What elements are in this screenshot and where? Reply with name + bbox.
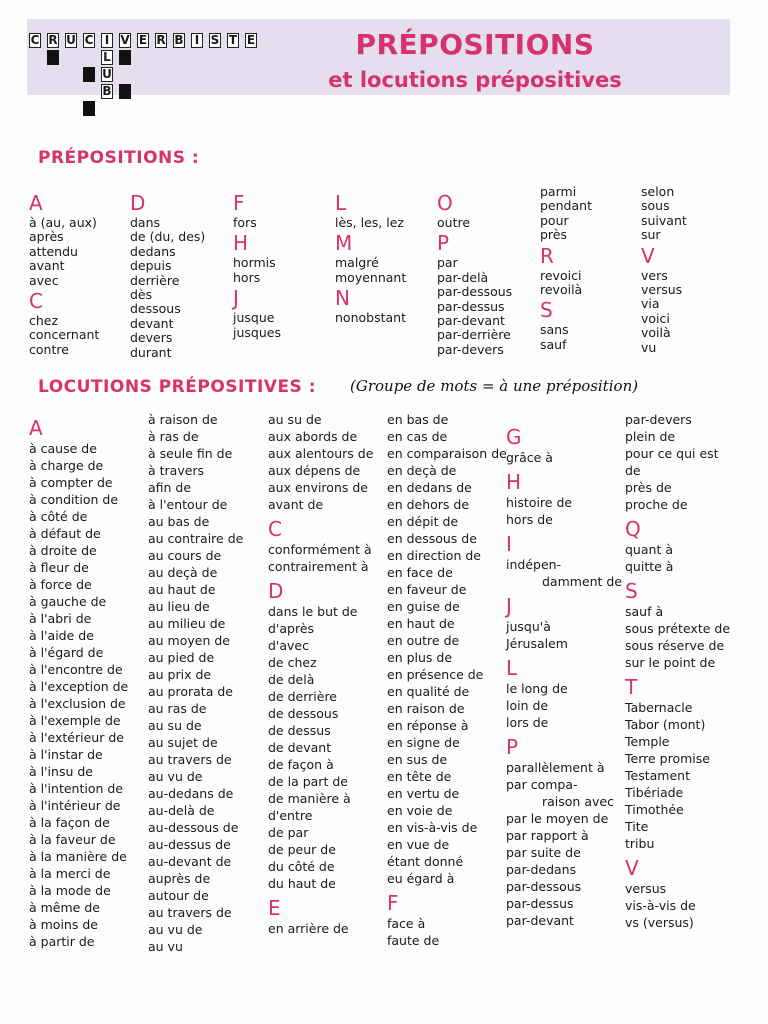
preposition-column [437, 190, 512, 357]
logo-letter-cell: U [66, 33, 76, 47]
preposition-word: pendant [540, 198, 592, 214]
logo-letter-cell: T [228, 33, 238, 47]
preposition-word: voilà [641, 325, 671, 341]
locution-phrase: en dessous de [387, 531, 477, 546]
letter-heading: L [335, 191, 347, 215]
logo-letter-cell: B [174, 33, 184, 47]
letter-heading: S [625, 579, 638, 603]
locution-phrase: au cours de [148, 548, 222, 563]
logo-letter-cell: S [210, 33, 220, 47]
locution-phrase: en faveur de [387, 582, 467, 597]
preposition-word: de (du, des) [130, 229, 206, 245]
locution-phrase: au vu [148, 939, 183, 954]
locution-phrase: au-dessous de [148, 820, 239, 835]
logo-letter-cell: R [48, 33, 58, 47]
locution-column [387, 411, 507, 949]
preposition-word: jusque [233, 310, 275, 326]
locution-phrase: quant à [625, 542, 673, 557]
locution-phrase: avant de [268, 497, 324, 512]
preposition-word: nonobstant [335, 310, 406, 326]
locution-phrase: aux dépens de [268, 463, 361, 478]
logo-letter-cell: V [120, 33, 130, 47]
locution-phrase: à cause de [29, 441, 97, 456]
locution-phrase: de dessous [268, 706, 339, 721]
locution-phrase: quitte à [625, 559, 674, 574]
locution-phrase: à la faveur de [29, 832, 116, 847]
letter-heading: D [268, 579, 284, 603]
locution-phrase: par compa- [506, 777, 578, 792]
locution-phrase: en plus de [387, 650, 453, 665]
preposition-word: chez [29, 313, 59, 329]
letter-heading: C [29, 289, 43, 314]
preposition-word: jusques [233, 324, 281, 340]
locution-phrase: de chez [268, 655, 317, 670]
locution-phrase: à l'égard de [29, 645, 104, 660]
locution-phrase: au su de [148, 718, 202, 733]
letter-heading: J [233, 286, 239, 311]
locution-phrase: à l'entour de [148, 497, 228, 512]
preposition-word: malgré [335, 255, 379, 271]
locution-phrase: en face de [387, 565, 453, 580]
locution-phrase: à l'aide de [29, 628, 94, 643]
locution-phrase: à l'intention de [29, 781, 123, 796]
preposition-word: hormis [233, 255, 276, 271]
preposition-word: par-derrière [437, 327, 511, 343]
locution-phrase: d'entre [268, 808, 313, 823]
letter-heading: J [506, 594, 512, 618]
locution-phrase: en présence de [387, 667, 484, 682]
logo-letter-cell: L [101, 50, 113, 65]
locution-phrase: à l'intérieur de [29, 798, 121, 813]
letter-heading: D [130, 191, 146, 215]
preposition-word: hors [233, 269, 261, 285]
locution-phrase: au bas de [148, 514, 210, 529]
locution-phrase: à fleur de [29, 560, 89, 575]
logo-black-square [47, 50, 59, 65]
letter-heading: P [437, 231, 450, 256]
preposition-word: devant [130, 315, 174, 331]
locution-phrase: du haut de [268, 876, 336, 891]
preposition-word: fors [233, 215, 257, 230]
locution-phrase: indépen- [506, 557, 562, 572]
locution-continuation: damment de [542, 574, 623, 589]
locution-phrase: tribu [625, 836, 655, 851]
locution-phrase: à l'instar de [29, 747, 103, 762]
preposition-word: par-devers [437, 341, 504, 357]
prepositions-heading: PRÉPOSITIONS : [38, 148, 200, 168]
logo-letter-cell: C [30, 33, 40, 47]
logo-letter-cell: B [102, 84, 112, 98]
locution-phrase: de peur de [268, 842, 336, 857]
preposition-word: près [540, 227, 568, 243]
locution-phrase: au contraire de [148, 531, 244, 546]
preposition-word: dedans [130, 243, 176, 259]
locution-phrase: sur le point de [625, 655, 716, 670]
locution-phrase: à raison de [148, 412, 218, 427]
locution-phrase: en raison de [387, 701, 465, 716]
logo-letter-cell: E [138, 33, 148, 47]
preposition-word: à (au, aux) [29, 215, 97, 230]
logo-letter-cell: E [246, 33, 256, 47]
page-subtitle: et locutions prépositives [328, 68, 622, 92]
locution-phrase: à droite de [29, 543, 97, 558]
locution-phrase: à l'insu de [29, 764, 93, 779]
locution-phrase: Timothée [625, 802, 684, 817]
locution-phrase: à ras de [148, 429, 199, 444]
locution-phrase: au prix de [148, 667, 212, 682]
preposition-word: par-dessous [437, 284, 513, 300]
locution-phrase: à travers [148, 463, 205, 478]
locution-phrase: en bas de [387, 412, 449, 427]
locution-phrase: en vertu de [387, 786, 460, 801]
locution-phrase: à charge de [29, 458, 104, 473]
locution-phrase: en sus de [387, 752, 448, 767]
locution-phrase: vs (versus) [625, 915, 694, 930]
preposition-word: par-dessus [437, 298, 505, 314]
logo-letter-cell: I [101, 33, 113, 48]
locution-phrase: au ras de [148, 701, 207, 716]
locution-phrase: en dehors de [387, 497, 470, 512]
locution-phrase: lors de [506, 715, 549, 730]
locution-phrase: aux abords de [268, 429, 358, 444]
locution-phrase: à même de [29, 900, 100, 915]
preposition-word: versus [641, 282, 683, 298]
letter-heading: R [540, 243, 554, 268]
locution-phrase: par-devant [506, 913, 574, 928]
locution-phrase: autour de [148, 888, 209, 903]
locution-phrase: d'après [268, 621, 315, 636]
locution-phrase: grâce à [506, 450, 553, 465]
locution-phrase: de la part de [268, 774, 348, 789]
letter-heading: M [335, 231, 353, 256]
preposition-word: sans [540, 322, 569, 338]
locution-phrase: sauf à [625, 604, 664, 619]
logo-black-square [119, 84, 131, 99]
locution-phrase: Temple [625, 734, 670, 749]
locution-phrase: proche de [625, 497, 688, 512]
preposition-word: suivant [641, 212, 687, 228]
locution-phrase: de par [268, 825, 309, 840]
preposition-word: dessous [130, 301, 181, 317]
locution-phrase: Testament [625, 768, 690, 783]
locution-phrase: sous réserve de [625, 638, 725, 653]
logo-black-square [119, 50, 131, 65]
preposition-word: par-delà [437, 269, 489, 285]
letter-heading: G [506, 425, 522, 449]
preposition-word: pour [540, 212, 569, 228]
preposition-word: revoilà [540, 282, 583, 298]
locution-phrase: en qualité de [387, 684, 470, 699]
locution-phrase: par-devers [625, 412, 692, 427]
locution-phrase: afin de [148, 480, 192, 495]
locution-phrase: en haut de [387, 616, 455, 631]
locution-phrase: au-dedans de [148, 786, 234, 801]
preposition-column [233, 190, 281, 340]
locution-phrase: à l'extérieur de [29, 730, 124, 745]
logo-letter-cell: C [84, 33, 94, 47]
letter-heading: V [625, 856, 639, 880]
locution-phrase: à force de [29, 577, 92, 592]
preposition-word: vers [641, 267, 668, 283]
locution-phrase: au su de [268, 412, 322, 427]
locution-phrase: près de [625, 480, 672, 495]
preposition-word: sauf [540, 336, 567, 352]
preposition-word: durant [130, 344, 172, 360]
locution-phrase: faute de [387, 933, 440, 948]
locution-phrase: à l'exclusion de [29, 696, 126, 711]
locution-phrase: en outre de [387, 633, 460, 648]
preposition-word: selon [641, 184, 675, 199]
locution-phrase: à l'encontre de [29, 662, 123, 677]
locution-phrase: pour ce qui est [625, 446, 719, 461]
letter-heading: F [233, 191, 245, 215]
locution-phrase: en vis-à-vis de [387, 820, 478, 835]
locution-phrase: à défaut de [29, 526, 101, 541]
locution-continuation: raison avec [542, 794, 614, 809]
locution-phrase: en vue de [387, 837, 450, 852]
locution-phrase: vis-à-vis de [625, 898, 696, 913]
locution-phrase: au travers de [148, 905, 232, 920]
locution-phrase: au lieu de [148, 599, 210, 614]
preposition-word: depuis [130, 258, 172, 274]
locution-phrase: en réponse à [387, 718, 469, 733]
locution-phrase: le long de [506, 681, 568, 696]
locution-phrase: par le moyen de [506, 811, 609, 826]
locution-phrase: en deçà de [387, 463, 457, 478]
preposition-column [540, 185, 592, 352]
locution-phrase: versus [625, 881, 667, 896]
preposition-word: parmi [540, 184, 577, 199]
preposition-word: contre [29, 341, 69, 357]
locution-phrase: à l'exemple de [29, 713, 121, 728]
locution-phrase: au pied de [148, 650, 215, 665]
locution-column [625, 411, 730, 931]
locution-phrase: au sujet de [148, 735, 218, 750]
locution-phrase: en tête de [387, 769, 452, 784]
locution-phrase: en comparaison de [387, 446, 507, 461]
spacer [506, 411, 622, 421]
locution-phrase: à l'exception de [29, 679, 129, 694]
letter-heading: A [29, 191, 43, 215]
locution-phrase: au prorata de [148, 684, 233, 699]
preposition-word: attendu [29, 243, 78, 259]
locution-phrase: en cas de [387, 429, 448, 444]
preposition-word: revoici [540, 267, 582, 283]
locution-phrase: jusqu'à [506, 619, 551, 634]
locution-phrase: à gauche de [29, 594, 107, 609]
locutions-handwritten-note: (Groupe de mots = à une préposition) [350, 377, 639, 395]
locution-phrase: d'avec [268, 638, 309, 653]
preposition-word: devers [130, 330, 173, 346]
locution-phrase: Tibériade [625, 785, 684, 800]
locution-phrase: de façon à [268, 757, 334, 772]
preposition-column [641, 185, 687, 355]
locution-phrase: Terre promise [625, 751, 710, 766]
locution-phrase: hors de [506, 512, 553, 527]
locution-phrase: aux alentours de [268, 446, 374, 461]
locutions-heading: LOCUTIONS PRÉPOSITIVES : [38, 377, 317, 397]
logo-letter-cell: I [191, 33, 203, 48]
preposition-word: avec [29, 272, 59, 288]
locution-phrase: en dedans de [387, 480, 472, 495]
preposition-word: dans [130, 215, 161, 230]
locution-phrase: Tabor (mont) [625, 717, 706, 732]
locution-phrase: parallèlement à [506, 760, 605, 775]
page-title: PRÉPOSITIONS [355, 28, 595, 61]
locution-phrase: en direction de [387, 548, 481, 563]
locution-phrase: à compter de [29, 475, 113, 490]
locution-phrase: par-dessus [506, 896, 574, 911]
locution-phrase: de [625, 463, 641, 478]
locution-column [268, 411, 373, 937]
locution-phrase: de derrière [268, 689, 338, 704]
locution-phrase: en signe de [387, 735, 460, 750]
preposition-word: via [641, 296, 660, 312]
preposition-word: après [29, 229, 64, 245]
letter-heading: H [506, 470, 522, 494]
locution-phrase: à la manière de [29, 849, 127, 864]
locution-phrase: au vu de [148, 769, 203, 784]
locution-phrase: de dessus [268, 723, 331, 738]
locution-phrase: à l'abri de [29, 611, 92, 626]
letter-heading: P [506, 735, 519, 759]
preposition-word: par [437, 255, 458, 271]
locution-phrase: histoire de [506, 495, 573, 510]
locution-phrase: par suite de [506, 845, 581, 860]
locution-phrase: à condition de [29, 492, 119, 507]
preposition-word: lès, les, lez [335, 215, 404, 230]
locution-column [506, 411, 622, 929]
locution-phrase: de devant [268, 740, 332, 755]
locution-phrase: du côté de [268, 859, 335, 874]
locution-phrase: eu égard à [387, 871, 455, 886]
locution-phrase: en dépit de [387, 514, 459, 529]
preposition-column [29, 190, 99, 357]
locution-phrase: à la façon de [29, 815, 110, 830]
locution-phrase: au vu de [148, 922, 203, 937]
logo-black-square [83, 101, 95, 116]
locution-phrase: auprès de [148, 871, 211, 886]
preposition-word: sur [641, 227, 661, 243]
letter-heading: S [540, 298, 553, 323]
locution-phrase: à la mode de [29, 883, 111, 898]
preposition-word: par-devant [437, 313, 505, 329]
letter-heading: O [437, 191, 453, 215]
locution-phrase: de manière à [268, 791, 351, 806]
locution-phrase: en guise de [387, 599, 460, 614]
letter-heading: I [506, 532, 512, 556]
locution-phrase: conformément à [268, 542, 372, 557]
locution-phrase: au haut de [148, 582, 216, 597]
locution-phrase: au deçà de [148, 565, 218, 580]
logo-letter-cell: R [156, 33, 166, 47]
locution-column [29, 412, 128, 950]
preposition-column [335, 190, 406, 326]
letter-heading: V [641, 243, 655, 268]
preposition-word: sous [641, 198, 670, 214]
locution-phrase: au milieu de [148, 616, 226, 631]
locution-phrase: sous prétexte de [625, 621, 731, 636]
logo-black-square [83, 67, 95, 82]
letter-heading: A [29, 416, 43, 440]
locution-phrase: en arrière de [268, 921, 349, 936]
locution-phrase: à seule fin de [148, 446, 233, 461]
locution-phrase: au-devant de [148, 854, 232, 869]
locution-phrase: étant donné [387, 854, 464, 869]
locution-phrase: par rapport à [506, 828, 589, 843]
preposition-word: concernant [29, 327, 100, 343]
locution-phrase: contrairement à [268, 559, 369, 574]
locution-phrase: Tabernacle [625, 700, 693, 715]
letter-heading: T [625, 675, 638, 699]
locution-column [148, 411, 243, 955]
letter-heading: L [506, 656, 518, 680]
letter-heading: N [335, 286, 350, 311]
preposition-word: vu [641, 339, 657, 355]
locution-phrase: à la merci de [29, 866, 111, 881]
preposition-word: avant [29, 258, 65, 274]
locution-phrase: à partir de [29, 934, 95, 949]
locution-phrase: Tite [625, 819, 649, 834]
locution-phrase: par-dedans [506, 862, 577, 877]
letter-heading: F [387, 891, 399, 915]
locution-phrase: loin de [506, 698, 549, 713]
locution-phrase: au moyen de [148, 633, 230, 648]
locution-phrase: à moins de [29, 917, 98, 932]
locution-phrase: au-delà de [148, 803, 215, 818]
locution-phrase: face à [387, 916, 426, 931]
preposition-word: voici [641, 310, 670, 326]
letter-heading: E [268, 896, 281, 920]
letter-heading: Q [625, 517, 641, 541]
locution-phrase: à côté de [29, 509, 88, 524]
letter-heading: C [268, 517, 282, 541]
locution-phrase: aux environs de [268, 480, 368, 495]
locution-phrase: Jérusalem [506, 636, 568, 651]
locution-phrase: au travers de [148, 752, 232, 767]
locution-phrase: plein de [625, 429, 676, 444]
preposition-column [130, 190, 205, 360]
locution-phrase: par-dessous [506, 879, 582, 894]
preposition-word: dès [130, 287, 153, 303]
preposition-word: derrière [130, 272, 180, 288]
locution-phrase: au-dessus de [148, 837, 231, 852]
preposition-word: moyennant [335, 269, 407, 285]
preposition-word: outre [437, 215, 471, 230]
letter-heading: H [233, 231, 249, 256]
locution-phrase: de delà [268, 672, 315, 687]
logo-letter-cell: U [102, 67, 112, 81]
locution-phrase: dans le but de [268, 604, 358, 619]
locution-phrase: en voie de [387, 803, 453, 818]
